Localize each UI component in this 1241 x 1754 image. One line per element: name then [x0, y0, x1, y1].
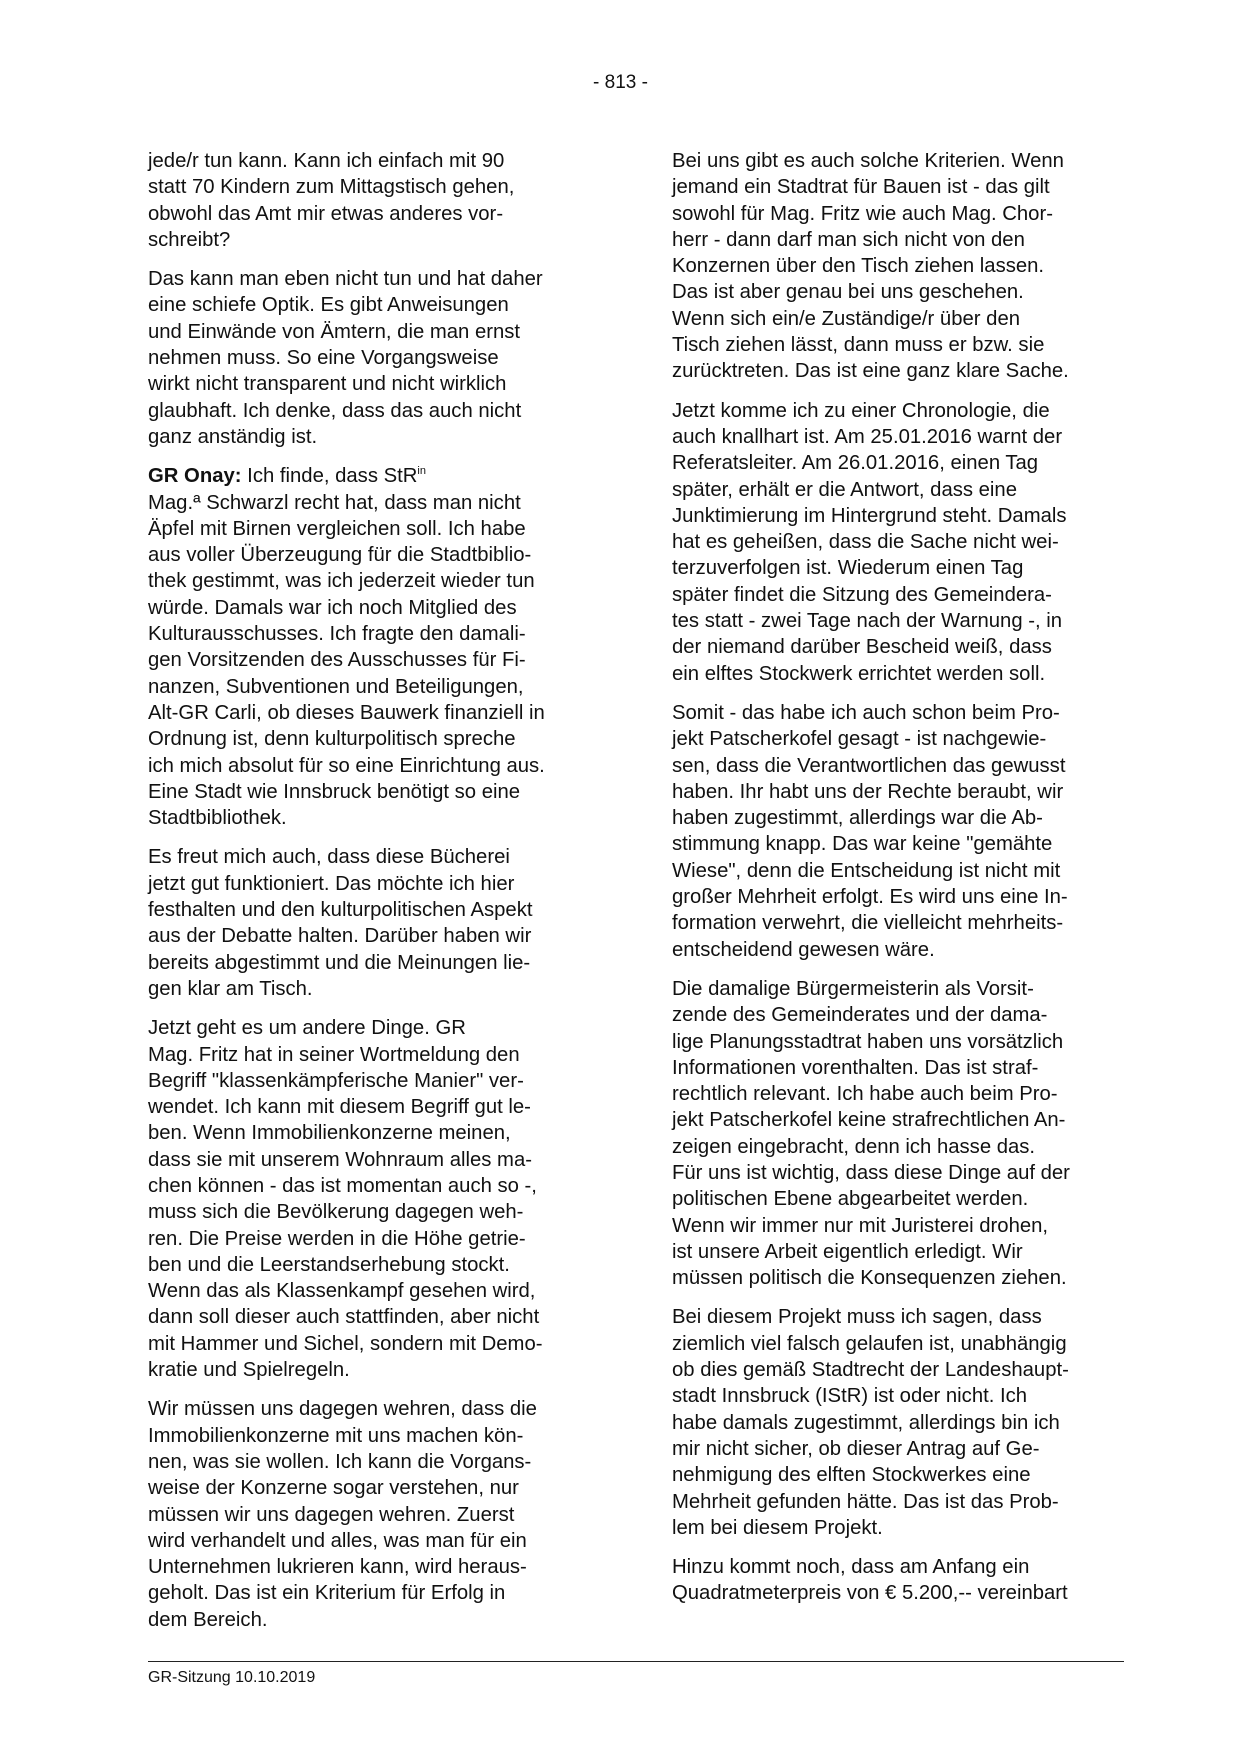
paragraph: Es freut mich auch, dass diese Bücherei jetzt gut funktioniert. Das möchte ich hier festhalten und den kulturpolitischen Aspekt aus der Debatte halten. Darüber haben wir bereits abgestimmt und die Meinungen lie- gen klar am Tisch. — [148, 846, 533, 1000]
footer-rule — [148, 1661, 1124, 1662]
paragraph: Das kann man eben nicht tun und hat daher eine schiefe Optik. Es gibt Anweisungen und Einwände von Ämtern, die man ernst nehmen muss. So eine Vorgangsweise wirkt nicht transparent und nicht wirklich glaubhaft. Ich denke, dass das auch nicht ganz anständig ist. — [148, 268, 543, 448]
speaker-name: GR Onay: — [148, 465, 242, 488]
paragraph: Jetzt komme ich zu einer Chronologie, die auch knallhart ist. Am 25.01.2016 warnt der Referatsleiter. Am 26.01.2016, einen Tag später, erhält er die Antwort, dass eine Junktimierung im Hintergrund steht. Damals hat es geheißen, dass die Sache nicht wei- terzuverfolgen ist. Wiederum einen Tag später findet die Sitzung des Gemeindera- tes statt - zwei Tage nach der Warnung -, in der niemand darüber Bescheid weiß, dass ein elftes Stockwerk errichtet werden soll. — [672, 399, 1067, 685]
paragraph: Jetzt geht es um andere Dinge. GR Mag. Fritz hat in seiner Wortmeldung den Begriff "klassenkämpferische Manier" ver- wendet. Ich kann mit diesem Begriff gut le- ben. Wenn Immobilienkonzerne meinen, dass sie mit unserem Wohnraum alles ma- chen können - das ist momentan auch so -, muss sich die Bevölkerung dagegen weh- ren. Die Preise werden in die Höhe getrie- ben und die Leerstandserhebung stockt. Wenn das als Klassenkampf gesehen wird, dann soll dieser auch stattfinden, aber nicht mit Hammer und Sichel, sondern mit Demo- kratie und Spielregeln. — [148, 1017, 543, 1382]
paragraph: jede/r tun kann. Kann ich einfach mit 90 statt 70 Kindern zum Mittagstisch gehen, obwohl das Amt mir etwas anderes vor- schreibt? — [148, 150, 515, 251]
superscript: in — [417, 465, 426, 478]
speaker-paragraph — [148, 463, 596, 831]
paragraph: Hinzu kommt noch, dass am Anfang ein Quadratmeterpreis von € 5.200,-- vereinbart — [672, 1556, 1068, 1605]
left-column — [148, 148, 596, 1646]
paragraph: Bei uns gibt es auch solche Kriterien. Wenn jemand ein Stadtrat für Bauen ist - das gilt sowohl für Mag. Fritz wie auch Mag. Chor- herr - dann darf man sich nicht von den Konzernen über den Tisch ziehen lassen. Das ist aber genau bei uns geschehen. Wenn sich ein/e Zuständige/r über den Tisch ziehen lässt, dann muss er bzw. sie zurücktreten. Das ist eine ganz klare Sache. — [672, 150, 1069, 383]
paragraph: Die damalige Bürgermeisterin als Vorsit- zende des Gemeinderates und der dama- lige Planungsstadtrat haben uns vorsätzlich Informationen vorenthalten. Das ist straf- rechtlich relevant. Ich habe auch beim Pro- jekt Patscherkofel keine strafrechtlichen An- zeigen eingebracht, denn ich hasse das. Für uns ist wichtig, dass diese Dinge auf der politischen Ebene abgearbeitet werden. Wenn wir immer nur mit Juristerei drohen, ist unsere Arbeit eigentlich erledigt. Wir müssen politisch die Konsequenzen ziehen. — [672, 977, 1070, 1290]
paragraph: Bei diesem Projekt muss ich sagen, dass ziemlich viel falsch gelaufen ist, unabhängig ob dies gemäß Stadtrecht der Landeshaupt- stadt Innsbruck (IStR) ist oder nicht. Ich habe damals zugestimmt, allerdings bin ich mir nicht sicher, ob dieser Antrag auf Ge- nehmigung des elften Stockwerkes eine Mehrheit gefunden hätte. Das ist das Prob- lem bei diesem Projekt. — [672, 1306, 1069, 1539]
page-number: - 813 - — [593, 72, 648, 93]
speaker-intro: Ich finde, dass StR — [241, 465, 418, 488]
paragraph-text: Mag.ª Schwarzl recht hat, dass man nicht Äpfel mit Birnen vergleichen soll. Ich habe aus voller Überzeugung für die Stadtbiblio- thek gestimmt, was ich jederzeit wieder tun würde. Damals war ich noch Mitglied des Kulturausschusses. Ich fragte den damali- gen Vorsitzenden des Ausschusses für Fi- nanzen, Subventionen und Beteiligungen, Alt-GR Carli, ob dieses Bauwerk finanziell in Ordnung ist, denn kulturpolitisch spreche ich mich absolut für so eine Einrichtung aus. Eine Stadt wie Innsbruck benötigt so eine Stadtbibliothek. — [148, 491, 545, 830]
paragraph: Somit - das habe ich auch schon beim Pro- jekt Patscherkofel gesagt - ist nachgewie- sen, dass die Verantwortlichen das gewusst haben. Ihr habt uns der Rechte beraubt, wir haben zugestimmt, allerdings war die Ab- stimmung knapp. Das war keine "gemähte Wiese", denn die Entscheidung ist nicht mit großer Mehrheit erfolgt. Es wird uns eine In- formation verwehrt, die vielleicht mehrheits- entscheidend gewesen wäre. — [672, 701, 1068, 961]
right-column — [672, 148, 1120, 1620]
paragraph: Wir müssen uns dagegen wehren, dass die Immobilienkonzerne mit uns machen kön- nen, was sie wollen. Ich kann die Vorgans- weise der Konzerne sogar verstehen, nur müssen wir uns dagegen wehren. Zuerst wird verhandelt und alles, was man für ein Unternehmen lukrieren kann, wird heraus- geholt. Das ist ein Kriterium für Erfolg in dem Bereich. — [148, 1398, 537, 1631]
footer-text: GR-Sitzung 10.10.2019 — [148, 1669, 316, 1686]
